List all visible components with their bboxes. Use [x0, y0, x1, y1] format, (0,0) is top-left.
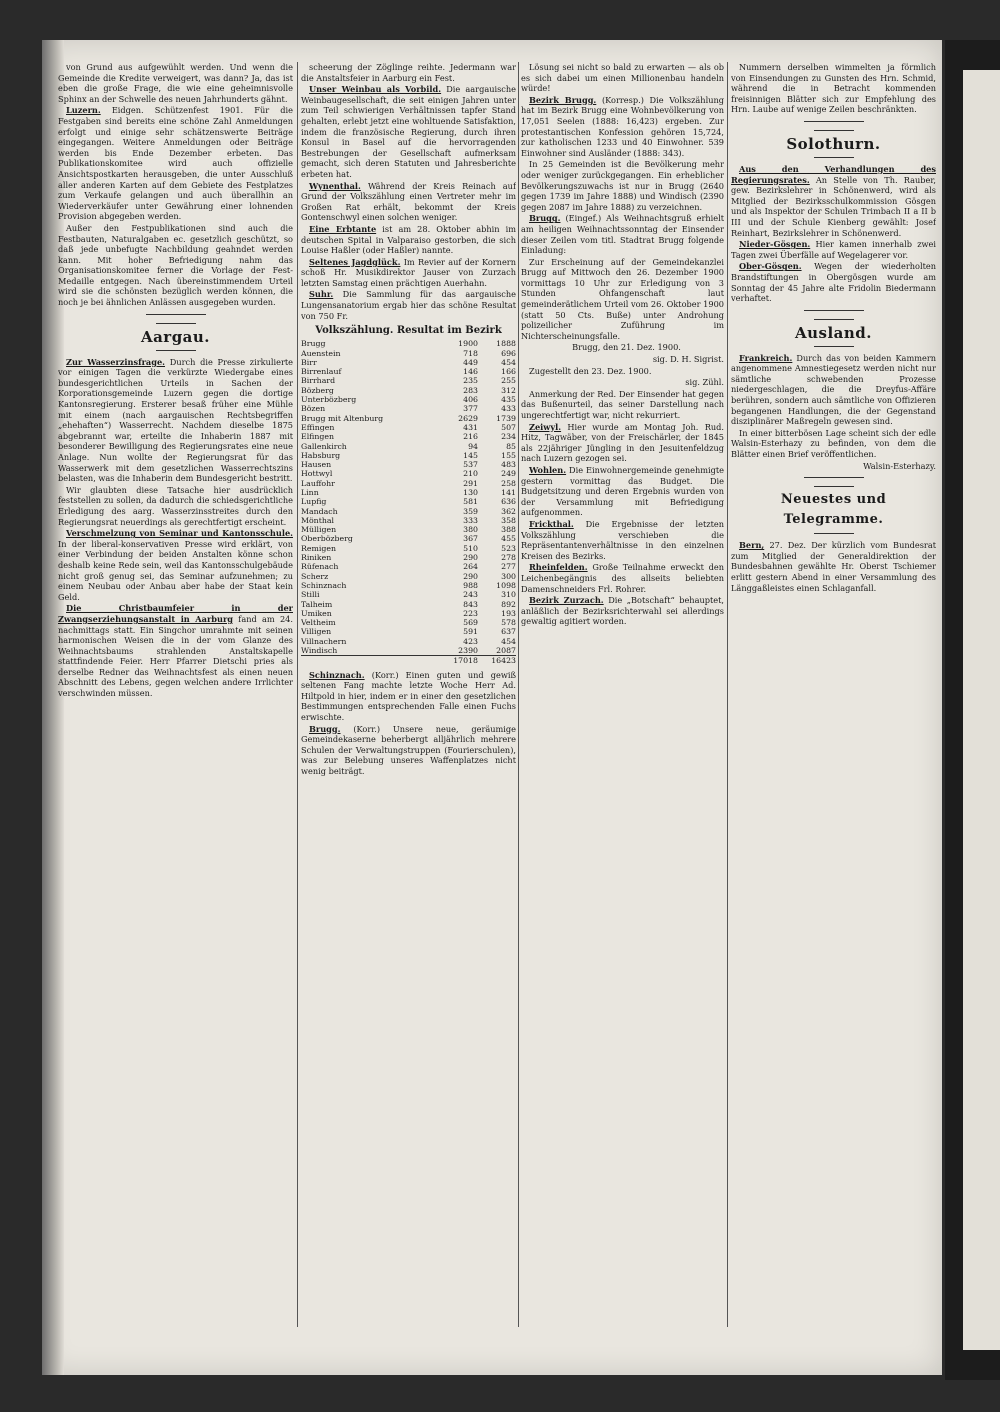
- census-place: Habsburg: [301, 450, 341, 460]
- article-text: Die Einwohnergemeinde genehmigte gestern vormittag das Budget. Die Budgetsitzung und deren Ergebnis wurden von der Versammlung mit Befriedigung aufgenommen.: [521, 464, 724, 518]
- article-lead: Frickthal.: [529, 518, 574, 529]
- census-place: Elfingen: [301, 432, 335, 442]
- article-lead: Rheinfelden.: [529, 562, 588, 573]
- section-title-ausland: Ausland.: [731, 319, 936, 347]
- census-row: [301, 590, 516, 599]
- article-bern: [731, 540, 936, 593]
- article-lead: Ober-Gösgen.: [739, 261, 802, 272]
- census-count: 85: [506, 441, 516, 451]
- article-continuation: von Grund aus aufgewühlt werden. Und wenn die Gemeinde die Kredite verweigert, was dann? Ja, das ist eben die große Frage, die wie eine geheimnisvolle Sphinx an der Schwelle des neuen Jahrhunderts gähnt.: [58, 62, 293, 104]
- article-continuation: Nummern derselben wimmelten ja förmlich von Einsendungen zu Gunsten des Hrn. Schmid, während die in Betracht kommenden freisinnigen Blätter sich zur Empfehlung des Hrn. Laube auf wenige Zeilen beschränkten.: [731, 62, 936, 115]
- census-place: Effingen: [301, 422, 335, 432]
- census-count: 290: [463, 553, 478, 563]
- article-lead: Aus den Verhandlungen des Regierungsrates.: [731, 163, 936, 185]
- article-bezirk-brugg: [521, 95, 724, 159]
- article-text: Hier kamen innerhalb zwei Tagen zwei Überfälle auf Wegelagerer vor.: [731, 239, 936, 260]
- census-row: [301, 562, 516, 571]
- article-continuation: scheerung der Zöglinge reihte. Jedermann war die Anstaltsfeier in Aarburg ein Fest.: [301, 62, 516, 83]
- article-text: Die Ergebnisse der letzten Volkszählung verschieben die Repräsentantenverhältnisse in den einzelnen Kreisen des Bezirks.: [521, 518, 724, 561]
- census-count: 636: [501, 497, 516, 507]
- section-title-telegramme: Neuestes und Telegramme.: [731, 486, 936, 534]
- census-count: 283: [463, 385, 478, 395]
- census-row: [301, 572, 516, 581]
- census-count: 2390: [458, 646, 478, 656]
- census-row: [301, 358, 516, 367]
- article-verschmelzung: [58, 528, 293, 602]
- article-text: 27. Dez. Der kürzlich vom Bundesrat zum Mitglied der Generaldirektion der Bundesbahnen gewählte Hr. Oberst Tschiemer erlitt gestern Abend in einer Versammlung des Länggaßleistes einen Schlaganfall.: [731, 540, 936, 593]
- census-count: 718: [463, 348, 478, 358]
- census-count: 235: [463, 376, 478, 386]
- census-total: 17018: [440, 656, 478, 666]
- census-row: [301, 497, 516, 506]
- census-count: 1098: [496, 580, 516, 590]
- census-count: 145: [463, 450, 478, 460]
- column-rule: [518, 62, 519, 1327]
- article-lead: Frankreich.: [739, 352, 793, 363]
- article-rheinfelden: [521, 562, 724, 594]
- census-total-label: [301, 656, 440, 666]
- census-count: 843: [463, 599, 478, 609]
- census-count: 290: [463, 571, 478, 581]
- signature: sig. Zühl.: [685, 377, 724, 388]
- article-text: Durch die Presse zirkulierte vor einigen Tagen die verkürzte Wiedergabe eines bundesgerichtlichen Urteils in Sachen der Korporationsgemeinde Luzern gegen die dortige Kantonsregierung. Ersterer besaß früher eine Mühle mit einem (nach aargauischen Rechtsbegriffen „ehehaften“) Wasserrecht. Nachdem dieselbe 1875 abgebrannt war, erteilte die Inhaberin 1887 mit besonderer Bewilligung des Regierungsrates eine neue Anlage. Nun wollte der Regierungsrat für das Wasserwerk mit dem gesetzlichen Wasserrechtszins belasten, was die Inhaberin dem Bundesgericht bestritt.: [58, 356, 293, 484]
- census-place: Bözen: [301, 404, 326, 414]
- census-place: Lupfig: [301, 497, 327, 507]
- census-count: 130: [463, 488, 478, 497]
- census-row: [301, 609, 516, 618]
- census-count: 359: [463, 506, 478, 516]
- census-row: [301, 460, 516, 469]
- column-rule: [727, 62, 728, 1327]
- census-count: 637: [501, 627, 516, 637]
- signature: sig. D. H. Sigrist.: [652, 354, 724, 365]
- article-text: Außer den Festpublikationen sind auch die Festbauten, Naturalgaben ec. gesetzlich geschützt, so daß jede unbefugte Nachbildung geahndet werden kann. Mit hoher Befriedigung nahm das Organisationskomitee ferner die Vorlage der Fest-Medaille entgegen. Nach übereinstimmendem Urteil wird sie die schönsten bezüglich werden können, die noch je bei ähnlichen Anlässen ausgegeben wurden.: [58, 222, 293, 308]
- census-row: [301, 618, 516, 627]
- census-count: 193: [501, 608, 516, 618]
- census-row: [301, 646, 516, 656]
- article-text: Die „Botschaft“ behauptet, anläßlich der Bezirksrichterwahl sei allerdings gewaltig agitiert worden.: [521, 595, 724, 627]
- article-lead: Zeiwyl.: [529, 421, 562, 432]
- census-place: Hottwyl: [301, 469, 333, 479]
- census-row: [301, 553, 516, 562]
- census-place: Hausen: [301, 460, 332, 470]
- census-count: 358: [501, 515, 516, 525]
- article-text: Die aargauische Weinbaugesellschaft, die seit einigen Jahren unter zum Teil schwierigen Verhältnissen tapfer Stand gehalten, erlebt jetzt eine wohltuende Satisfaktion, indem die französische Regierung, durch ihren Konsul in Basel auf die hervorragenden Bestrebungen der Gesellschaft aufmerksam gemacht, sich deren Statuten und Jahresberichte erbeten hat.: [301, 84, 516, 179]
- census-row: [301, 386, 516, 395]
- census-count: 243: [463, 590, 478, 600]
- column-2: [301, 62, 516, 1327]
- article-lead: Suhr.: [309, 289, 334, 300]
- article-jagd: [301, 257, 516, 289]
- census-count: 988: [463, 580, 478, 590]
- census-count: 255: [501, 376, 516, 386]
- census-count: 435: [501, 395, 516, 405]
- census-count: 2629: [458, 413, 478, 423]
- census-row: [301, 507, 516, 516]
- census-count: 146: [463, 367, 478, 377]
- adjacent-page-edge: [945, 40, 1000, 1380]
- article-suhr: [301, 289, 516, 321]
- census-place: Bözberg: [301, 385, 334, 395]
- article-lead: Bern,: [739, 540, 765, 551]
- article-text: Große Teilnahme erweckt den Leichenbegängnis des allseits beliebten Damenschneiders Frl. Rohrer.: [521, 562, 724, 594]
- column-3: [521, 62, 724, 1327]
- census-row: [301, 367, 516, 376]
- article-lead: Schinznach.: [309, 669, 365, 680]
- census-count: 537: [463, 460, 478, 470]
- article-text: Die Sammlung für das aargauische Lungensanatorium ergab hier das schöne Resultat von 750 Fr.: [301, 289, 516, 321]
- article-schinznach: [301, 670, 516, 723]
- article-text: fand am 24. nachmittags statt. Ein Singchor umrahmte mit seinen harmonischen Weisen die in der vom Glanze des Weihnachtsbaums strahlenden Anstaltskapelle stattfindende Feier. Herr Pfarrer Dietschi pries als derselbe Redner das Weihnachtsfest als einen neuen Abschnitt des Lebens, gegen welchen andere Irrlichter verschwinden müssen.: [58, 613, 293, 699]
- census-row: [301, 516, 516, 525]
- census-place: Birrhard: [301, 376, 336, 386]
- article-esterhazy: In einer bitterbösen Lage scheint sich der edle Walsin-Esterhazy zu befinden, von dem die Blätter einen Brief veröffentlichen.: [731, 427, 936, 460]
- census-place: Gallenkirch: [301, 441, 347, 451]
- census-place: Schinznach: [301, 580, 347, 590]
- census-place: Brugg: [301, 339, 326, 349]
- census-place: Windisch: [301, 646, 338, 656]
- article-text: Während der Kreis Reinach auf Grund der Volkszählung einen Vertreter mehr im Großen Rat erhält, bekommt der Kreis Gontenschwyl einen solchen weniger.: [301, 180, 516, 223]
- census-place: Birrenlauf: [301, 367, 342, 377]
- census-row: [301, 581, 516, 590]
- article-lead: Die Christbaumfeier in der Zwangserziehungsanstalt in Aarburg: [58, 603, 293, 624]
- article-regierungsrat: [731, 164, 936, 238]
- census-row: [301, 534, 516, 543]
- census-count: 454: [501, 636, 516, 646]
- article-frickthal: [521, 519, 724, 561]
- census-count: 523: [501, 543, 516, 553]
- census-row: [301, 637, 516, 646]
- article-frankreich: [731, 353, 936, 427]
- article-lead: Nieder-Gösgen.: [739, 239, 811, 250]
- article-wasserzins: [58, 357, 293, 484]
- census-count: 2087: [496, 646, 516, 656]
- census-count: 454: [501, 357, 516, 367]
- census-row: [301, 442, 516, 451]
- census-count: 312: [501, 385, 516, 395]
- column-rule: [297, 62, 298, 1327]
- census-place: Mülligen: [301, 525, 337, 535]
- census-row: [301, 404, 516, 413]
- census-count: 455: [501, 534, 516, 544]
- article-lead: Wynenthal.: [309, 180, 361, 191]
- adjacent-page-sliver: [963, 70, 1000, 1350]
- census-count: 277: [501, 562, 516, 572]
- census-count: 258: [501, 478, 516, 488]
- census-place: Brugg mit Altenburg: [301, 413, 384, 423]
- article-text: (Korresp.) Die Volkszählung hat im Bezirk Brugg eine Wohnbevölkerung von 17,051 Seelen (1888: 16,423) ergeben. Zur protestantischen Konfession gehören 15,724, zur katholischen 1233 und 40 Einwohner. 539 Einwohner sind Ausländer (1888: 343).: [521, 94, 724, 158]
- census-place: Mönthal: [301, 515, 334, 525]
- census-count: 1900: [458, 339, 478, 349]
- article-zurzach: [521, 595, 724, 627]
- census-row: [301, 451, 516, 460]
- article-text: (Korr.) Einen guten und gewiß seltenen Fang machte letzte Woche Herr Ad. Hiltpold in hier, indem er in einer den gesetzlichen Bestimmungen entsprechenden Falle einen Fuchs erwischte.: [301, 669, 516, 723]
- census-row: [301, 488, 516, 497]
- article-eingesandt: [521, 213, 724, 255]
- column-4: [731, 62, 936, 1327]
- census-place: Mandach: [301, 506, 338, 516]
- census-place: Lauffohr: [301, 478, 335, 488]
- article-text: Wir glaubten diese Tatsache hier ausdrücklich feststellen zu sollen, da dadurch die schiedsgerichtliche Erledigung des aarg. Wasserzinsstreites durch den Regierungsrat neuerdings als gerechtfertigt erscheint.: [58, 484, 293, 527]
- article-weinbau: [301, 84, 516, 179]
- census-place: Remigen: [301, 543, 336, 553]
- editor-note: Anmerkung der Red. Der Einsender hat gegen das Bußenurteil, das seiner Darstellung nach ungerechtfertigt war, nicht rekurriert.: [521, 388, 724, 420]
- article-zeiwyl: [521, 422, 724, 464]
- census-count: 1739: [496, 413, 516, 423]
- census-count: 367: [463, 534, 478, 544]
- census-place: Birr: [301, 357, 317, 367]
- census-count: 377: [463, 404, 478, 414]
- census-table: [301, 339, 516, 665]
- article-lead: Bezirk Brugg.: [529, 94, 597, 105]
- census-place: Villnachern: [301, 636, 347, 646]
- section-divider: [804, 121, 864, 122]
- article-text: Durch das von beiden Kammern angenommene Amnestiegesetz werden nicht nur sämtliche schwebenden Prozesse niedergeschlagen, die die Dreyfus-Affäre berühren, sondern auch sämtliche von Offizieren begangenen Handlungen, die der Gegenstand disziplinärer Maßregeln gewesen sind.: [731, 352, 936, 427]
- census-place: Villigen: [301, 627, 332, 637]
- article-lead: Unser Weinbau als Vorbild.: [309, 84, 442, 95]
- census-count: 166: [501, 367, 516, 377]
- article-wynenthal: [301, 181, 516, 223]
- article-lead: Verschmelzung von Seminar und Kantonsschule.: [66, 528, 293, 539]
- census-count: 216: [463, 432, 478, 442]
- article-text: In 25 Gemeinden ist die Bevölkerung mehr oder weniger zurückgegangen. Ein erheblicher Bevölkerungszuwachs ist nur in Brugg (2640 gegen 1739 im Jahre 1888) und Windisch (2390 gegen 2087 im Jahre 1888) zu verzeichnen.: [521, 159, 724, 212]
- census-total: 16423: [478, 656, 516, 666]
- census-count: 406: [463, 395, 478, 405]
- section-title-solothurn: Solothurn.: [731, 130, 936, 158]
- census-count: 388: [501, 525, 516, 535]
- table-title: Volkszählung. Resultat im Bezirk: [315, 325, 502, 337]
- census-count: 362: [501, 506, 516, 516]
- census-place: Scherz: [301, 571, 329, 581]
- signature: Walsin-Esterhazy.: [863, 460, 936, 471]
- column-1: [58, 62, 293, 1327]
- census-count: 223: [463, 608, 478, 618]
- census-row: [301, 432, 516, 441]
- census-count: 310: [501, 590, 516, 600]
- article-lead: Brugg.: [309, 723, 341, 734]
- census-count: 278: [501, 553, 516, 563]
- article-lead: Seltenes Jagdglück.: [309, 256, 401, 267]
- census-count: 94: [468, 441, 478, 451]
- article-text: An Stelle von Th. Rauber, gew. Bezirkslehrer in Schönenwerd, wird als Mitglied der Bezirksschulkommission Gösgen und als Inspektor der Schulen Trimbach II a II b III und der Schule Kienberg gewählt: Josef Reinhart, Bezirkslehrer in Schönenwerd.: [731, 174, 936, 238]
- census-count: 696: [501, 348, 516, 358]
- article-text: In der liberal-konservativen Presse wird erklärt, von einer Verbindung der beiden Anstalten könne schon deshalb keine Rede sein, weil das Kantonsschulgebäude nicht groß genug sei, das Seminar aufzunehmen; zu einem Neubau oder Anbau aber habe der Staat kein Geld.: [58, 538, 293, 602]
- census-row: [301, 544, 516, 553]
- census-count: 578: [501, 618, 516, 628]
- census-row: [301, 469, 516, 478]
- census-count: 210: [463, 469, 478, 479]
- invitation-text: Zur Erscheinung auf der Gemeindekanzlei Brugg auf Mittwoch den 26. Dezember 1900 vormittags 10 Uhr zur Erledigung von 3 Stunden Ohfangenschaft laut gemeinderätlichem Urteil vom 26. Oktober 1900 (statt 50 Cts. Buße) unter Androhung polizeilicher Zuführung im Nichterscheinungsfalle.: [521, 256, 724, 341]
- census-place: Stilli: [301, 590, 320, 600]
- section-divider: [804, 477, 864, 478]
- census-count: 300: [501, 571, 516, 581]
- census-row: [301, 423, 516, 432]
- article-christbaum: [58, 603, 293, 698]
- census-place: Umiken: [301, 608, 332, 618]
- census-row: [301, 627, 516, 636]
- article-text: (Korr.) Unsere neue, geräumige Gemeindekaserne beherbergt alljährlich mehrere Schulen der Verwaltungstruppen (Fourierschulen), was zur Belebung unseres Waffenplatzes nicht wenig beiträgt.: [301, 723, 516, 776]
- census-row: [301, 395, 516, 404]
- census-place: Veltheim: [301, 618, 336, 628]
- article-erbtante: [301, 224, 516, 256]
- article-brugg: [301, 724, 516, 777]
- article-text: Eidgen. Schützenfest 1901. Für die Festgaben sind bereits eine schöne Zahl Anmeldungen erfolgt und einige sehr schätzenswerte Beiträge eingegangen. Weitere Anmeldungen oder Beiträge werden bis Ende Dezember erbeten. Das Publikationskomitee wird auch offizielle Ansichtspostkarten herausgeben, die unter Ausschluß aller anderen Karten auf dem Gebiete des Festplatzes zum Verkaufe gelangen und auch überallhin an Wiederverkäufer unter Gewährung einer lohnenden Provision abgegeben werden.: [58, 105, 293, 222]
- article-lead: Brugg.: [529, 213, 561, 224]
- census-count: 507: [501, 422, 516, 432]
- article-continuation: Lösung sei nicht so bald zu erwarten — als ob es sich dabei um einen Millionenbau handeln würde!: [521, 62, 724, 94]
- article-text: (Eingef.) Als Weihnachtsgruß erhielt am heiligen Weihnachtssonntag der Einsender dieser Zeilen vom titl. Stadtrat Brugg folgende Einladung:: [521, 213, 724, 256]
- census-count: 234: [501, 432, 516, 442]
- article-obergoesgen: [731, 261, 936, 303]
- census-row: [301, 349, 516, 358]
- article-lead: Luzern.: [66, 105, 101, 116]
- article-lead: Zur Wasserzinsfrage.: [66, 356, 166, 367]
- census-count: 483: [501, 460, 516, 470]
- census-place: Oberbözberg: [301, 534, 353, 544]
- census-count: 423: [463, 636, 478, 646]
- section-title-aargau: Aargau.: [58, 323, 293, 351]
- census-place: Rüfenach: [301, 562, 339, 572]
- article-wohlen: [521, 465, 724, 518]
- section-divider: [146, 314, 206, 315]
- census-count: 581: [463, 497, 478, 507]
- census-count: 333: [463, 515, 478, 525]
- census-total-row: [301, 656, 516, 666]
- section-divider: [804, 310, 864, 311]
- census-count: 449: [463, 357, 478, 367]
- article-text: ist am 28. Oktober abhin im deutschen Spital in Valparaiso gestorben, die sich Louise Haßler (oder Haßler) nannte.: [301, 223, 516, 256]
- census-count: 291: [463, 478, 478, 488]
- census-count: 264: [463, 562, 478, 572]
- census-count: 1888: [496, 339, 516, 349]
- article-text: Im Revier auf der Kornern schoß Hr. Musikdirektor Jauser von Zurzach letzten Samstag einen prächtigen Auerhahn.: [301, 256, 516, 288]
- census-row: [301, 376, 516, 385]
- article-niedergoesgen: [731, 239, 936, 260]
- article-text: Hier wurde am Montag Joh. Rud. Hitz, Tagwäber, von der Freischärler, der 1845 als 22jähriger Jüngling in den Jesuitenfeldzug nach Luzern gezogen sei.: [521, 421, 724, 464]
- census-place: Riniken: [301, 553, 332, 563]
- census-count: 141: [501, 488, 516, 497]
- census-place: Unterbözberg: [301, 395, 357, 405]
- census-count: 433: [501, 404, 516, 414]
- article-lead: Wohlen.: [529, 464, 567, 475]
- census-row: [301, 339, 516, 348]
- article-lead: Eine Erbtante: [309, 223, 377, 234]
- census-row: [301, 414, 516, 423]
- census-place: Linn: [301, 488, 319, 497]
- date-line: Brugg, den 21. Dez. 1900.: [572, 342, 681, 353]
- census-count: 431: [463, 422, 478, 432]
- census-count: 892: [501, 599, 516, 609]
- census-row: [301, 479, 516, 488]
- census-count: 380: [463, 525, 478, 535]
- census-row: [301, 525, 516, 534]
- census-count: 569: [463, 618, 478, 628]
- census-place: Talheim: [301, 599, 333, 609]
- delivery-line: Zugestellt den 23. Dez. 1900.: [529, 365, 652, 376]
- article-lead: Bezirk Zurzach.: [529, 595, 604, 606]
- article-text: Wegen der wiederholten Brandstiftungen in Obergösgen wurde am Sonntag der 45 Jahre alte Fridolin Biedermann verhaftet.: [731, 261, 936, 304]
- article-luzern: [58, 105, 293, 222]
- census-count: 591: [463, 627, 478, 637]
- census-count: 155: [501, 450, 516, 460]
- census-place: Auenstein: [301, 348, 341, 358]
- census-count: 249: [501, 469, 516, 479]
- census-count: 510: [463, 543, 478, 553]
- census-row: [301, 600, 516, 609]
